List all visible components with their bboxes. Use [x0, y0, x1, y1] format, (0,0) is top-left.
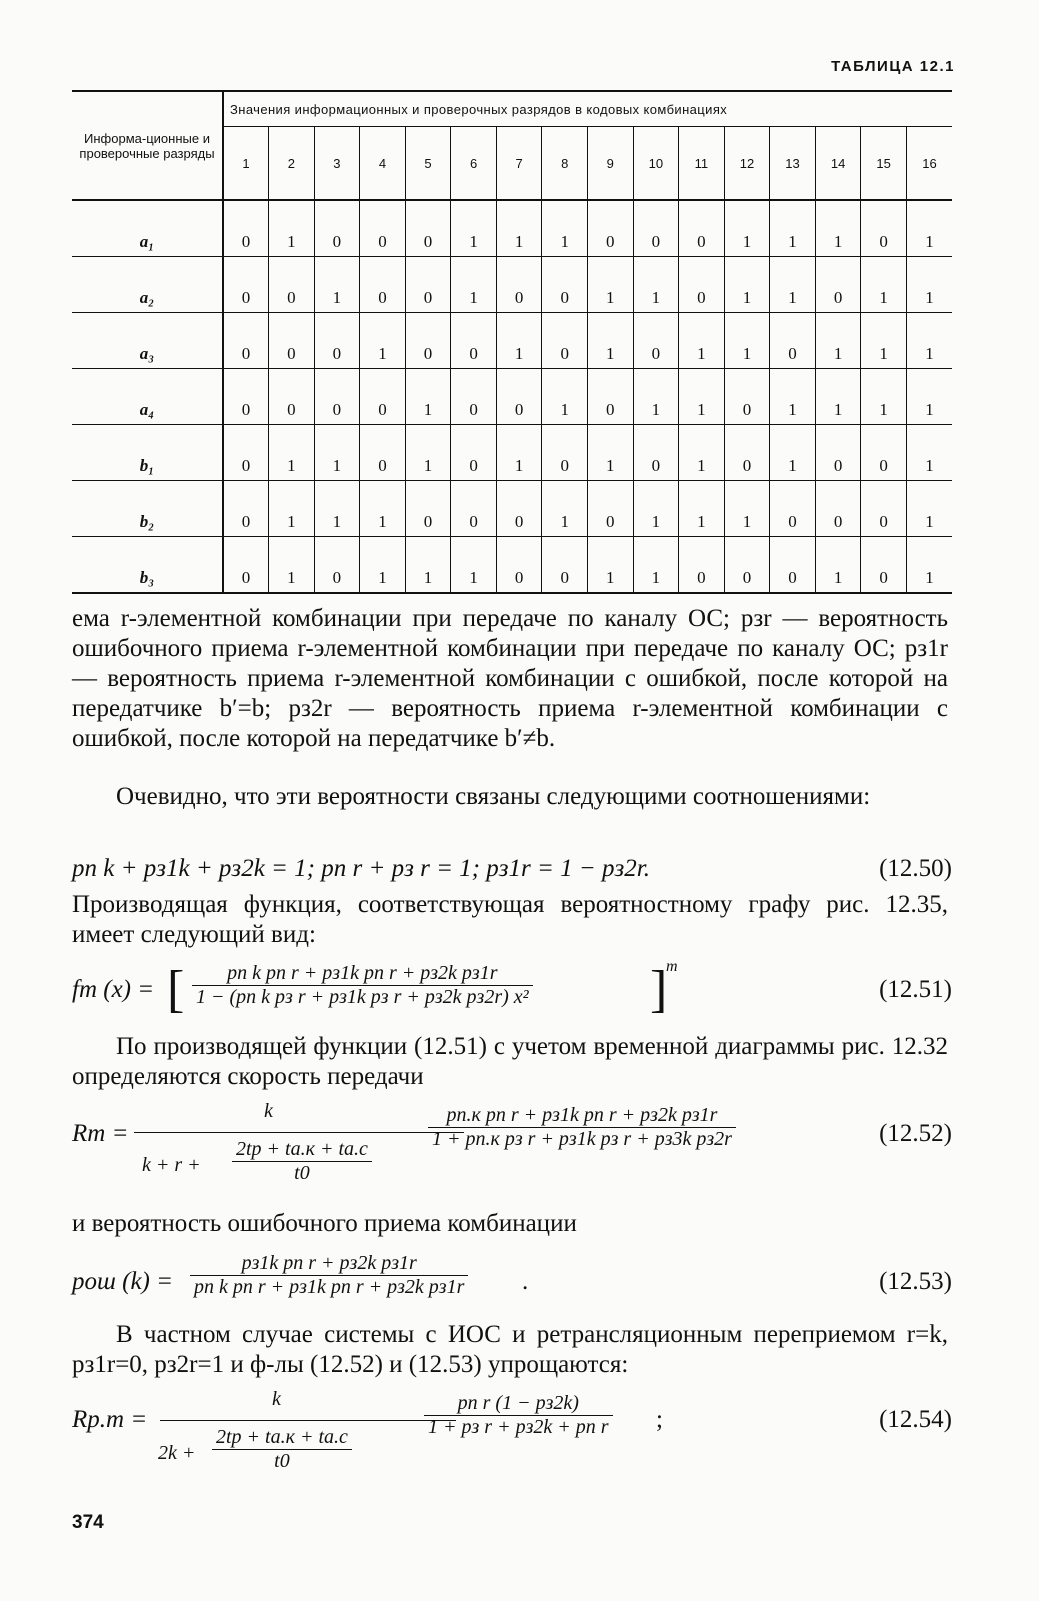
nested-fraction	[212, 1426, 352, 1473]
table-cell: 1	[542, 481, 588, 537]
table-row-label: a₄	[72, 369, 223, 425]
table-cell: 0	[223, 537, 269, 594]
equation-12-54: Rр.т = k 2k + 2tp + tа.к + tа.с t0 pп r (1 − pз2k) 1 + pз r + pз2k + pп r ; (12.54)	[72, 1388, 952, 1472]
table-row	[72, 537, 952, 594]
fraction-denominator-left: 2k +	[158, 1442, 196, 1464]
table-cell: 1	[724, 481, 770, 537]
fraction	[190, 1252, 468, 1299]
table-cell: 1	[633, 481, 679, 537]
table-column-header: 3	[314, 127, 360, 201]
table-column-header: 12	[724, 127, 770, 201]
table-column-header: 14	[815, 127, 861, 201]
fraction	[428, 1104, 736, 1151]
table-cell: 1	[906, 425, 952, 481]
table-cell: 0	[360, 257, 406, 313]
table-cell: 1	[815, 313, 861, 369]
table-cell: 0	[496, 481, 542, 537]
table-cell: 0	[861, 200, 907, 257]
fraction-numerator: pп.к pп r + pз1k pп r + pз2k pз1r	[428, 1104, 736, 1128]
equation-number: (12.53)	[879, 1268, 952, 1295]
table-cell: 1	[588, 313, 634, 369]
table-cell: 1	[451, 257, 497, 313]
fraction-numerator: pп k pп r + pз1k pп r + pз2k pз1r	[192, 962, 533, 986]
page-number: 374	[72, 1512, 104, 1533]
table-cell: 0	[679, 537, 725, 594]
table-cell: 1	[588, 425, 634, 481]
table-column-header: 9	[588, 127, 634, 201]
table-cell: 1	[770, 425, 816, 481]
table-cell: 1	[269, 481, 315, 537]
equation-number: (12.54)	[879, 1406, 952, 1433]
table-row-label: a₂	[72, 257, 223, 313]
table-cell: 0	[815, 257, 861, 313]
table-cell: 0	[269, 313, 315, 369]
table-column-header: 16	[906, 127, 952, 201]
table-cell: 0	[360, 369, 406, 425]
equation-number: (12.50)	[879, 855, 952, 882]
nested-numerator: 2tp + tа.к + tа.с	[232, 1138, 372, 1162]
table-cell: 1	[724, 200, 770, 257]
table-cell: 0	[223, 425, 269, 481]
table-cell: 1	[770, 257, 816, 313]
table-cell: 1	[861, 369, 907, 425]
table-cell: 1	[906, 481, 952, 537]
table-cell: 0	[542, 425, 588, 481]
table-cell: 1	[496, 425, 542, 481]
table-row-label: b₃	[72, 537, 223, 594]
table-cell: 0	[770, 537, 816, 594]
table-column-header: 13	[770, 127, 816, 201]
table-row-label: b₂	[72, 481, 223, 537]
table-cell: 1	[861, 313, 907, 369]
table-cell: 0	[496, 257, 542, 313]
table-cell: 0	[314, 537, 360, 594]
table-cell: 1	[724, 313, 770, 369]
fraction	[424, 1392, 613, 1439]
equation-power: m	[666, 958, 678, 975]
table-row-label: b₁	[72, 425, 223, 481]
table-cell: 1	[633, 369, 679, 425]
table-row	[72, 313, 952, 369]
table-cell: 0	[405, 481, 451, 537]
table-cell: 0	[815, 481, 861, 537]
table-cell: 0	[770, 481, 816, 537]
table-cell: 1	[269, 200, 315, 257]
table-cell: 0	[815, 425, 861, 481]
table-body	[72, 200, 952, 593]
paragraph-speed: По производящей функции (12.51) с учетом временной диаграммы рис. 12.32 определяются скорость передачи	[72, 1033, 948, 1090]
equation-lhs: fm (x) =	[72, 976, 155, 1003]
table-cell: 0	[223, 313, 269, 369]
table-cell: 0	[451, 313, 497, 369]
table-cell: 1	[542, 369, 588, 425]
table-cell: 1	[405, 369, 451, 425]
table-cell: 0	[451, 369, 497, 425]
table-cell: 1	[906, 257, 952, 313]
table-column-header: 6	[451, 127, 497, 201]
table-row-label: a₃	[72, 313, 223, 369]
table-column-header: 1	[223, 127, 269, 201]
table-cell: 0	[269, 257, 315, 313]
table-column-header: 10	[633, 127, 679, 201]
table-cell: 0	[542, 313, 588, 369]
fraction-denominator: 1 + pп.к pз r + pз1k pз r + pз3k pз2r	[432, 1128, 732, 1150]
table-cell: 1	[588, 537, 634, 594]
table-cell: 1	[633, 257, 679, 313]
table-cell: 1	[269, 425, 315, 481]
equation-lhs: pош (k) =	[72, 1268, 173, 1295]
equation-lhs: Rр.т =	[72, 1406, 148, 1433]
equation-12-50	[72, 855, 952, 883]
table-column-header: 8	[542, 127, 588, 201]
table-row	[72, 425, 952, 481]
equation-12-53: pош (k) = pз1k pп r + pз2k pз1r pп k pп r + pз1k pп r + pз2k pз1r . (12.53)	[72, 1252, 952, 1298]
table-cell: 0	[588, 481, 634, 537]
table-cell: 1	[496, 200, 542, 257]
table-cell: 0	[633, 200, 679, 257]
table-cell: 1	[770, 369, 816, 425]
fraction-numerator: pп r (1 − pз2k)	[424, 1392, 613, 1416]
table-cell: 1	[906, 537, 952, 594]
table-cell: 1	[314, 481, 360, 537]
table-cell: 0	[633, 425, 679, 481]
table-cell: 1	[861, 257, 907, 313]
equation-12-51: fm (x) = [ pп k pп r + pз1k pп r + pз2k pз1r 1 − (pп k pз r + pз1k pз r + pз2k pз2r) x² ] m (12.51)	[72, 958, 952, 1018]
table-cell: 0	[496, 369, 542, 425]
table-cell: 0	[223, 257, 269, 313]
table-cell: 1	[679, 481, 725, 537]
table-cell: 1	[269, 537, 315, 594]
table-cell: 1	[314, 425, 360, 481]
table-cell: 1	[314, 257, 360, 313]
table-row	[72, 369, 952, 425]
table-cell: 0	[542, 537, 588, 594]
table-cell: 1	[451, 200, 497, 257]
fraction-denominator: 1 − (pп k pз r + pз1k pз r + pз2k pз2r) x²	[196, 986, 529, 1008]
equation-number: (12.51)	[879, 976, 952, 1003]
fraction-numerator: k	[264, 1100, 273, 1122]
table-cell: 0	[542, 257, 588, 313]
paragraph-generating-function: Производящая функция, соответствующая вероятностному графу рис. 12.35, имеет следующий вид:	[72, 891, 948, 948]
table-cell: 0	[451, 481, 497, 537]
table-cell: 0	[223, 369, 269, 425]
table-row	[72, 200, 952, 257]
table-cell: 1	[496, 313, 542, 369]
table-column-header: 5	[405, 127, 451, 201]
table-row	[72, 257, 952, 313]
table-cell: 0	[588, 200, 634, 257]
table-cell: 0	[724, 537, 770, 594]
table-column-header: 7	[496, 127, 542, 201]
fraction-denominator: 1 + pз r + pз2k + pп r	[428, 1416, 609, 1438]
table-column-header: 4	[360, 127, 406, 201]
table-cell: 0	[405, 313, 451, 369]
table-cell: 0	[679, 257, 725, 313]
table-cell: 1	[815, 200, 861, 257]
table-row	[72, 481, 952, 537]
table-cell: 0	[496, 537, 542, 594]
table-cell: 0	[633, 313, 679, 369]
table-cell: 1	[360, 481, 406, 537]
table-cell: 0	[861, 425, 907, 481]
nested-numerator: 2tp + tа.к + tа.с	[212, 1426, 352, 1450]
table-cell: 0	[724, 425, 770, 481]
equation-lhs: Rт =	[72, 1120, 129, 1147]
table-cell: 1	[906, 369, 952, 425]
code-table	[72, 90, 952, 594]
table-cell: 0	[223, 481, 269, 537]
table-corner-header: Информа-ционные и проверочные разряды	[72, 91, 223, 200]
table-cell: 1	[360, 537, 406, 594]
table-cell: 0	[360, 200, 406, 257]
table-cell: 0	[724, 369, 770, 425]
fraction	[192, 962, 533, 1009]
nested-denominator: t0	[294, 1162, 310, 1184]
fraction-numerator: pз1k pп r + pз2k pз1r	[190, 1252, 468, 1276]
table-cell: 1	[679, 425, 725, 481]
nested-fraction	[232, 1138, 372, 1185]
table-column-header: 11	[679, 127, 725, 201]
paragraph-special-case: В частном случае системы с ИОС и ретрансляционным переприемом r=k, pз1r=0, pз2r=1 и ф-лы (12.52) и (12.53) упрощаются:	[72, 1321, 948, 1378]
paragraph-definitions: ема r-элементной комбинации при передаче по каналу ОС; pзr — вероятность ошибочного приема r-элементной комбинации при передаче по каналу ОС; pз1r — вероятность приема r-элементной комбинации с ошибкой, после которой на передатчике b′=b; pз2r — вероятность приема r-элементной комбинации с ошибкой, после которой на передатчике b′≠b.	[72, 605, 948, 752]
table-cell: 0	[861, 537, 907, 594]
table-cell: 1	[679, 313, 725, 369]
table-cell: 0	[770, 313, 816, 369]
table-cell: 1	[588, 257, 634, 313]
table-cell: 1	[542, 200, 588, 257]
table-cell: 0	[588, 369, 634, 425]
table-cell: 0	[314, 369, 360, 425]
table-cell: 0	[314, 313, 360, 369]
paragraph-error-probability: и вероятность ошибочного приема комбинации	[72, 1210, 577, 1237]
table-cell: 1	[815, 537, 861, 594]
table-cell: 0	[223, 200, 269, 257]
table-cell: 1	[906, 313, 952, 369]
table-cell: 0	[679, 200, 725, 257]
table-top-header: Значения информационных и проверочных разрядов в кодовых комбинациях	[223, 91, 952, 127]
table-cell: 1	[815, 369, 861, 425]
table-column-header: 15	[861, 127, 907, 201]
table-row-label: a₁	[72, 200, 223, 257]
table-cell: 0	[861, 481, 907, 537]
equation-number: (12.52)	[879, 1120, 952, 1147]
table-title: ТАБЛИЦА 12.1	[831, 58, 955, 75]
table-cell: 1	[405, 537, 451, 594]
table-cell: 1	[724, 257, 770, 313]
nested-denominator: t0	[274, 1450, 290, 1472]
table-cell: 1	[451, 537, 497, 594]
table-cell: 0	[405, 200, 451, 257]
table-cell: 1	[906, 200, 952, 257]
table-cell: 1	[770, 200, 816, 257]
table-cell: 0	[451, 425, 497, 481]
table-column-header: 2	[269, 127, 315, 201]
table-cell: 0	[405, 257, 451, 313]
paragraph-relations: Очевидно, что эти вероятности связаны следующими соотношениями:	[116, 783, 871, 810]
fraction-numerator: k	[272, 1388, 281, 1410]
table-cell: 0	[360, 425, 406, 481]
table-cell: 1	[633, 537, 679, 594]
table-cell: 1	[405, 425, 451, 481]
fraction-denominator-left: k + r +	[142, 1154, 201, 1176]
table-cell: 1	[679, 369, 725, 425]
equation-12-52	[72, 1096, 952, 1200]
table-cell: 0	[269, 369, 315, 425]
table-cell: 1	[360, 313, 406, 369]
equation-12-50-body: pп k + pз1k + pз2k = 1; pп r + pз r = 1; pз1r = 1 − pз2r.	[72, 855, 650, 882]
fraction-denominator: pп k pп r + pз1k pп r + pз2k pз1r	[194, 1276, 465, 1298]
table-cell: 0	[314, 200, 360, 257]
